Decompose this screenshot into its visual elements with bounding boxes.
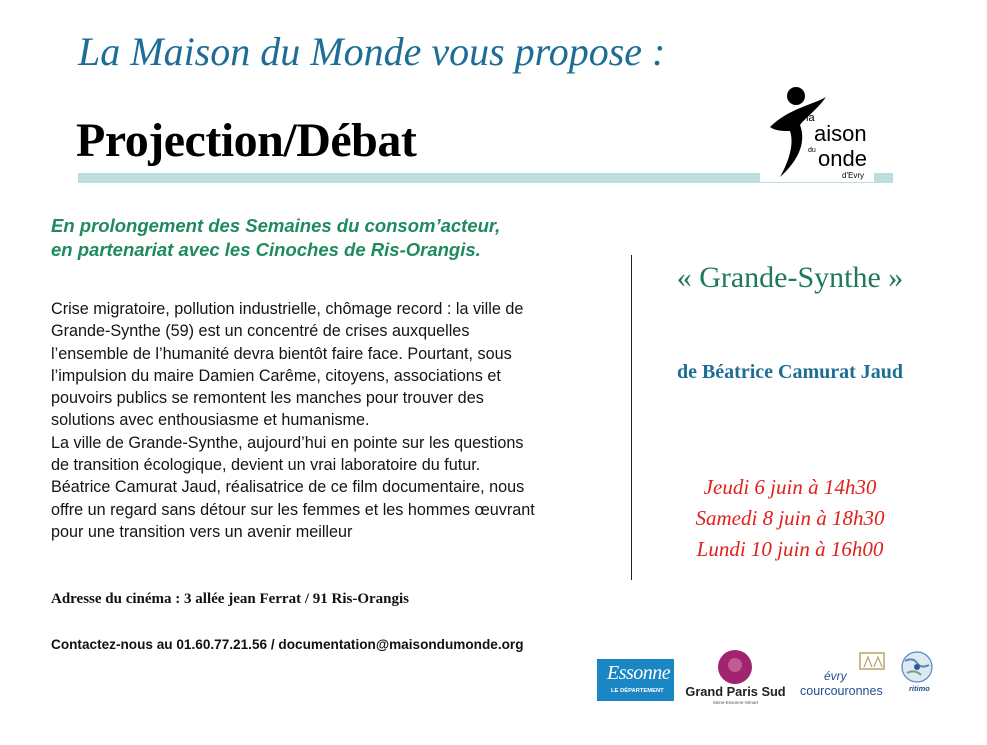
essonne-logo: [597, 659, 674, 701]
contact-line: Contactez-nous au 01.60.77.21.56 / documentation@maisondumonde.org: [51, 637, 524, 652]
grand-paris-sud-emblem-icon: [683, 647, 788, 687]
page-title: Projection/Débat: [76, 114, 417, 167]
screening-dates: [640, 472, 940, 565]
evry-logo-bottom: courcouronnes: [800, 684, 883, 698]
screening-date: Lundi 10 juin à 16h00: [696, 537, 884, 561]
ritimo-logo: [887, 647, 949, 707]
grand-paris-sud-sub: Seine-Essonne-Sénart: [712, 700, 759, 705]
evry-courcouronnes-logo: [798, 651, 888, 707]
description-line: solutions avec enthousiasme et humanisme.: [51, 411, 370, 430]
description-line: pour une transition vers un avenir meilleur: [51, 522, 353, 541]
essonne-logo-sub: LE DÉPARTEMENT: [611, 688, 664, 694]
screening-date: Jeudi 6 juin à 14h30: [703, 475, 877, 499]
kicker-heading: La Maison du Monde vous propose :: [78, 29, 666, 74]
ritimo-globe-icon: [887, 647, 949, 687]
logo-text-evry: d'Evry: [842, 171, 864, 180]
description-line: Béatrice Camurat Jaud, réalisatrice de ce film documentaire, nous: [51, 478, 525, 497]
logo-text-la: la: [806, 112, 815, 124]
description-line: de transition écologique, devient un vrai laboratoire du futur.: [51, 456, 481, 475]
grand-paris-sud-logo: [683, 647, 788, 709]
description-line: Crise migratoire, pollution industrielle, chômage record : la ville de: [51, 300, 524, 318]
intro-paragraph: [51, 214, 621, 262]
ritimo-name: ritimo: [909, 684, 930, 693]
logo-text-onde: onde: [818, 146, 867, 171]
film-description: [51, 298, 621, 543]
vertical-divider: [631, 255, 632, 580]
description-line: l’impulsion du maire Damien Carême, citoyens, associations et: [51, 366, 501, 385]
partner-logos: [595, 647, 955, 707]
screening-date: Samedi 8 juin à 18h30: [695, 506, 885, 530]
maison-du-monde-logo: [760, 85, 874, 182]
evry-logo-top: évry: [824, 669, 847, 683]
cinema-address: Adresse du cinéma : 3 allée jean Ferrat / 91 Ris-Orangis: [51, 591, 410, 607]
essonne-logo-name: Essonne: [607, 662, 671, 684]
film-author: de Béatrice Camurat Jaud: [676, 361, 904, 383]
intro-line: en partenariat avec les Cinoches de Ris-Orangis.: [51, 239, 481, 260]
intro-line: En prolongement des Semaines du consom’acteur,: [51, 215, 501, 236]
description-line: pouvoirs publics se remontent les manches pour trouver des: [51, 389, 484, 408]
description-line: offre un regard sans détour sur les femmes et les hommes œuvrant: [51, 500, 535, 519]
evry-emblem-icon: [798, 651, 888, 671]
logo-text-du: du: [808, 147, 816, 154]
film-title: « Grande-Synthe »: [676, 261, 904, 294]
logo-text-aison: aison: [814, 121, 867, 146]
description-line: l’ensemble de l’humanité devra bientôt faire face. Pourtant, sous: [51, 344, 512, 363]
grand-paris-sud-name: Grand Paris Sud: [685, 684, 786, 699]
description-line: La ville de Grande-Synthe, aujourd’hui en pointe sur les questions: [51, 433, 524, 452]
description-line: Grande-Synthe (59) est un concentré de crises auxquelles: [51, 322, 470, 341]
